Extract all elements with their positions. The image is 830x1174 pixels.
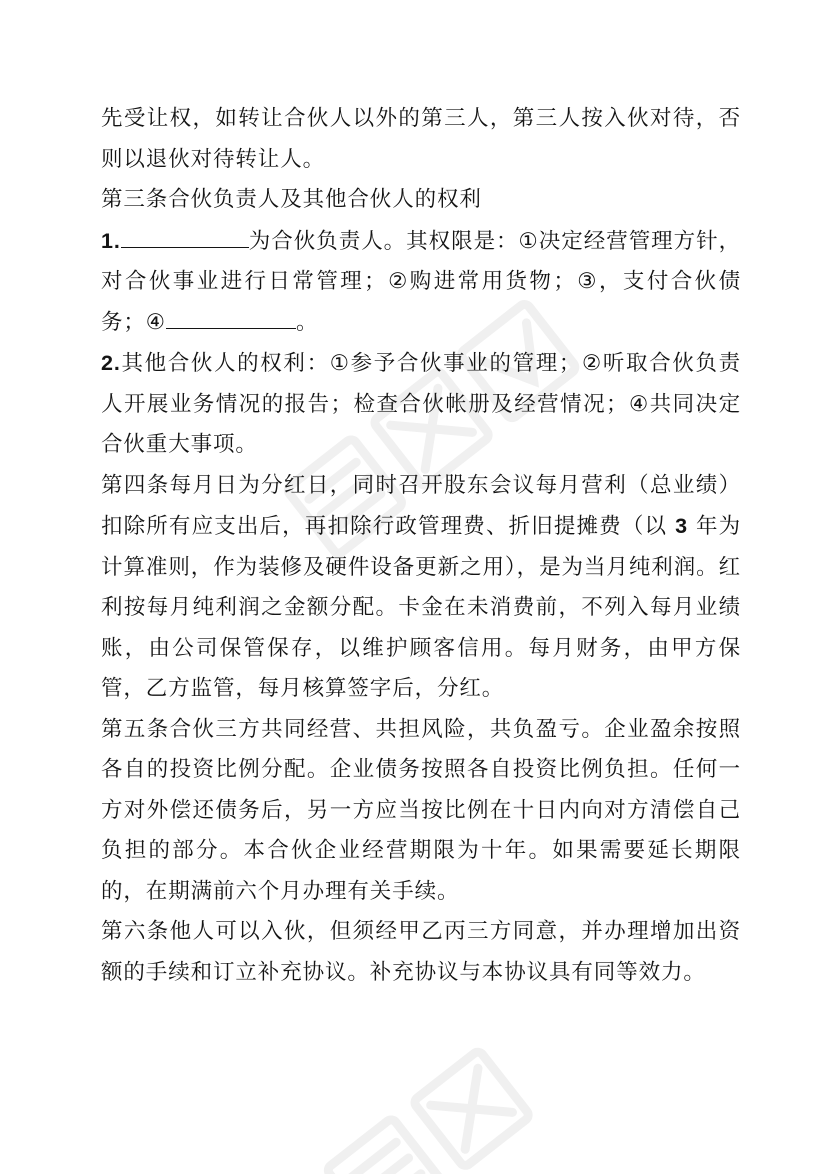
article-6-paragraph: 第六条他人可以入伙，但须经甲乙丙三方同意，并办理增加出资额的手续和订立补充协议。补充协议与本协议具有同等效力。 [101, 919, 741, 985]
item-1-end: 。 [295, 309, 319, 335]
article-3-item-2 [101, 343, 741, 466]
fill-in-blank [121, 225, 249, 248]
article-3-heading: 第三条合伙负责人及其他合伙人的权利 [101, 187, 482, 212]
item-number: 2. [101, 351, 121, 375]
article-5-paragraph: 第五条合伙三方共同经营、共担风险，共负盈亏。企业盈余按照各自的投资比例分配。企业债务按照各自投资比例负担。任何一方对外偿还债务后，另一方应当按比例在十日内向对方清偿自己负担的部分。本合伙企业经营期限为十年。如果需要延长期限的，在期满前六个月办理有关手续。 [101, 716, 741, 904]
article-3-item-1 [101, 221, 741, 344]
item-1-text: 为合伙负责人。其权限是：①决定经营管理方针，对合伙事业进行日常管理；②购进常用货物；③，支付合伙债务；④ [101, 228, 741, 335]
article-4-paragraph [101, 466, 741, 710]
fill-in-blank [166, 306, 296, 329]
document-body [101, 99, 741, 993]
paragraph-transfer-priority: 先受让权，如转让合伙人以外的第三人，第三人按入伙对待，否则以退伙对待转让人。 [101, 106, 741, 172]
article-4-text-b: 年为计算准则，作为装修及硬件设备更新之用），是为当月纯利润。红利按每月纯利润之金额分配。卡金在未消费前，不列入每月业绩账，由公司保管保存，以维护顾客信用。每月财务，由甲方保管，乙方监管，每月核算签字后，分红。 [101, 514, 741, 701]
item-2-text: 其他合伙人的权利：①参予合伙事业的管理；②听取合伙负责人开展业务情况的报告；检查合伙帐册及经营情况；④共同决定合伙重大事项。 [101, 351, 741, 457]
article-4-text-a: 第四条每月日为分红日，同时召开股东会议每月营利（总业绩）扣除所有应支出后，再扣除行政管理费、折旧提摊费（以 [101, 472, 741, 539]
item-number: 1. [101, 228, 121, 253]
years-number: 3 [675, 514, 688, 538]
